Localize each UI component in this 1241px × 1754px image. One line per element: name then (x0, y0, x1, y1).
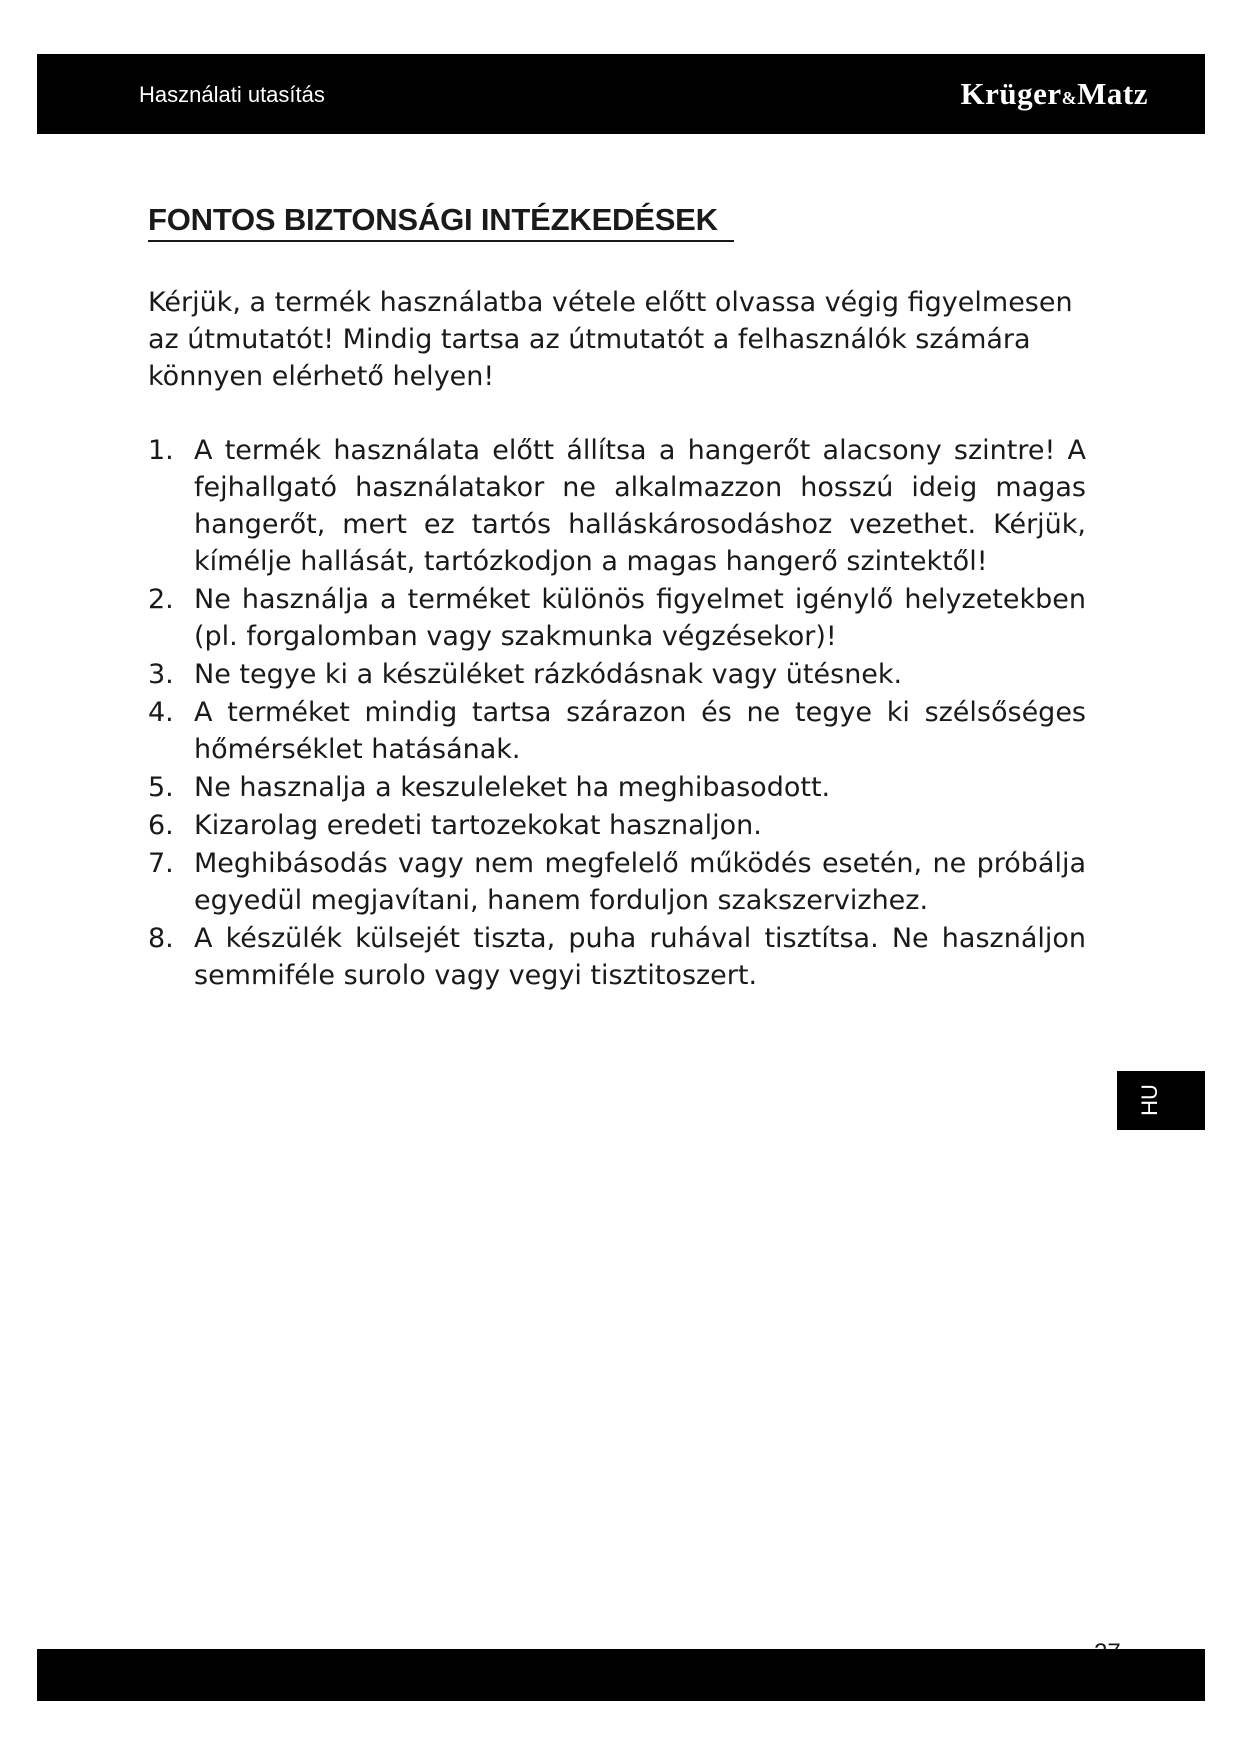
section-heading: FONTOS BIZTONSÁGI INTÉZKEDÉSEK (148, 200, 734, 242)
header-bar (37, 54, 1205, 134)
item-text: Kizarolag eredeti tartozekokat hasznaljon. (194, 810, 762, 841)
language-tab-label: HU (1137, 1084, 1162, 1116)
list-item (148, 581, 1086, 655)
item-text: A termék használata előtt állítsa a hangerőt alacsony szintre! A fejhallgató használatakor ne alkalmazzon hosszú ideig magas hangerőt, mert ez tartós halláskárosodáshoz vezethet. Kérjük, kímélje hallását, tartózkodjon a magas hangerő szintektől! (194, 435, 1086, 577)
list-item (148, 769, 1086, 806)
list-item (148, 920, 1086, 994)
document-title: Használati utasítás (139, 82, 325, 107)
item-number: 2. (148, 584, 174, 615)
item-number: 4. (148, 697, 174, 728)
brand-logo-ampersand: & (1061, 88, 1078, 108)
list-item (148, 656, 1086, 693)
item-text: Meghibásodás vagy nem megfelelő működés esetén, ne próbálja egyedül megjavítani, hanem forduljon szakszervizhez. (194, 848, 1086, 916)
brand-logo-part-2: Matz (1077, 76, 1148, 111)
item-number: 8. (148, 923, 174, 954)
brand-logo-part-1: Krüger (960, 76, 1062, 111)
list-item (148, 807, 1086, 844)
footer-bar (37, 1649, 1205, 1701)
language-tab (1117, 1071, 1205, 1130)
item-text: Ne hasznalja a keszuleleket ha meghibasodott. (194, 772, 831, 803)
item-text: Ne tegye ki a készüléket rázkódásnak vagy ütésnek. (194, 659, 903, 690)
item-text: A terméket mindig tartsa szárazon és ne tegye ki szélsőséges hőmérséklet hatásának. (194, 697, 1086, 765)
item-text: Ne használja a terméket különös figyelmet igénylő helyzetekben (pl. forgalomban vagy szakmunka végzésekor)! (194, 584, 1086, 652)
list-item (148, 845, 1086, 919)
brand-logo (961, 76, 1148, 112)
item-number: 6. (148, 810, 174, 841)
list-item (148, 432, 1086, 580)
list-item (148, 694, 1086, 768)
intro-paragraph (148, 284, 1086, 395)
safety-instructions-list (148, 432, 1086, 995)
item-text: A készülék külsejét tiszta, puha ruhával tisztítsa. Ne használjon semmiféle surolo vagy vegyi tisztitoszert. (194, 923, 1086, 991)
item-number: 1. (148, 435, 174, 466)
item-number: 3. (148, 659, 174, 690)
item-number: 5. (148, 772, 174, 803)
intro-text: Kérjük, a termék használatba vétele előtt olvassa végig figyelmesen az útmutatót! Mindig tartsa az útmutatót a felhasználók számára könnyen elérhető helyen! (148, 287, 1073, 392)
item-number: 7. (148, 848, 174, 879)
